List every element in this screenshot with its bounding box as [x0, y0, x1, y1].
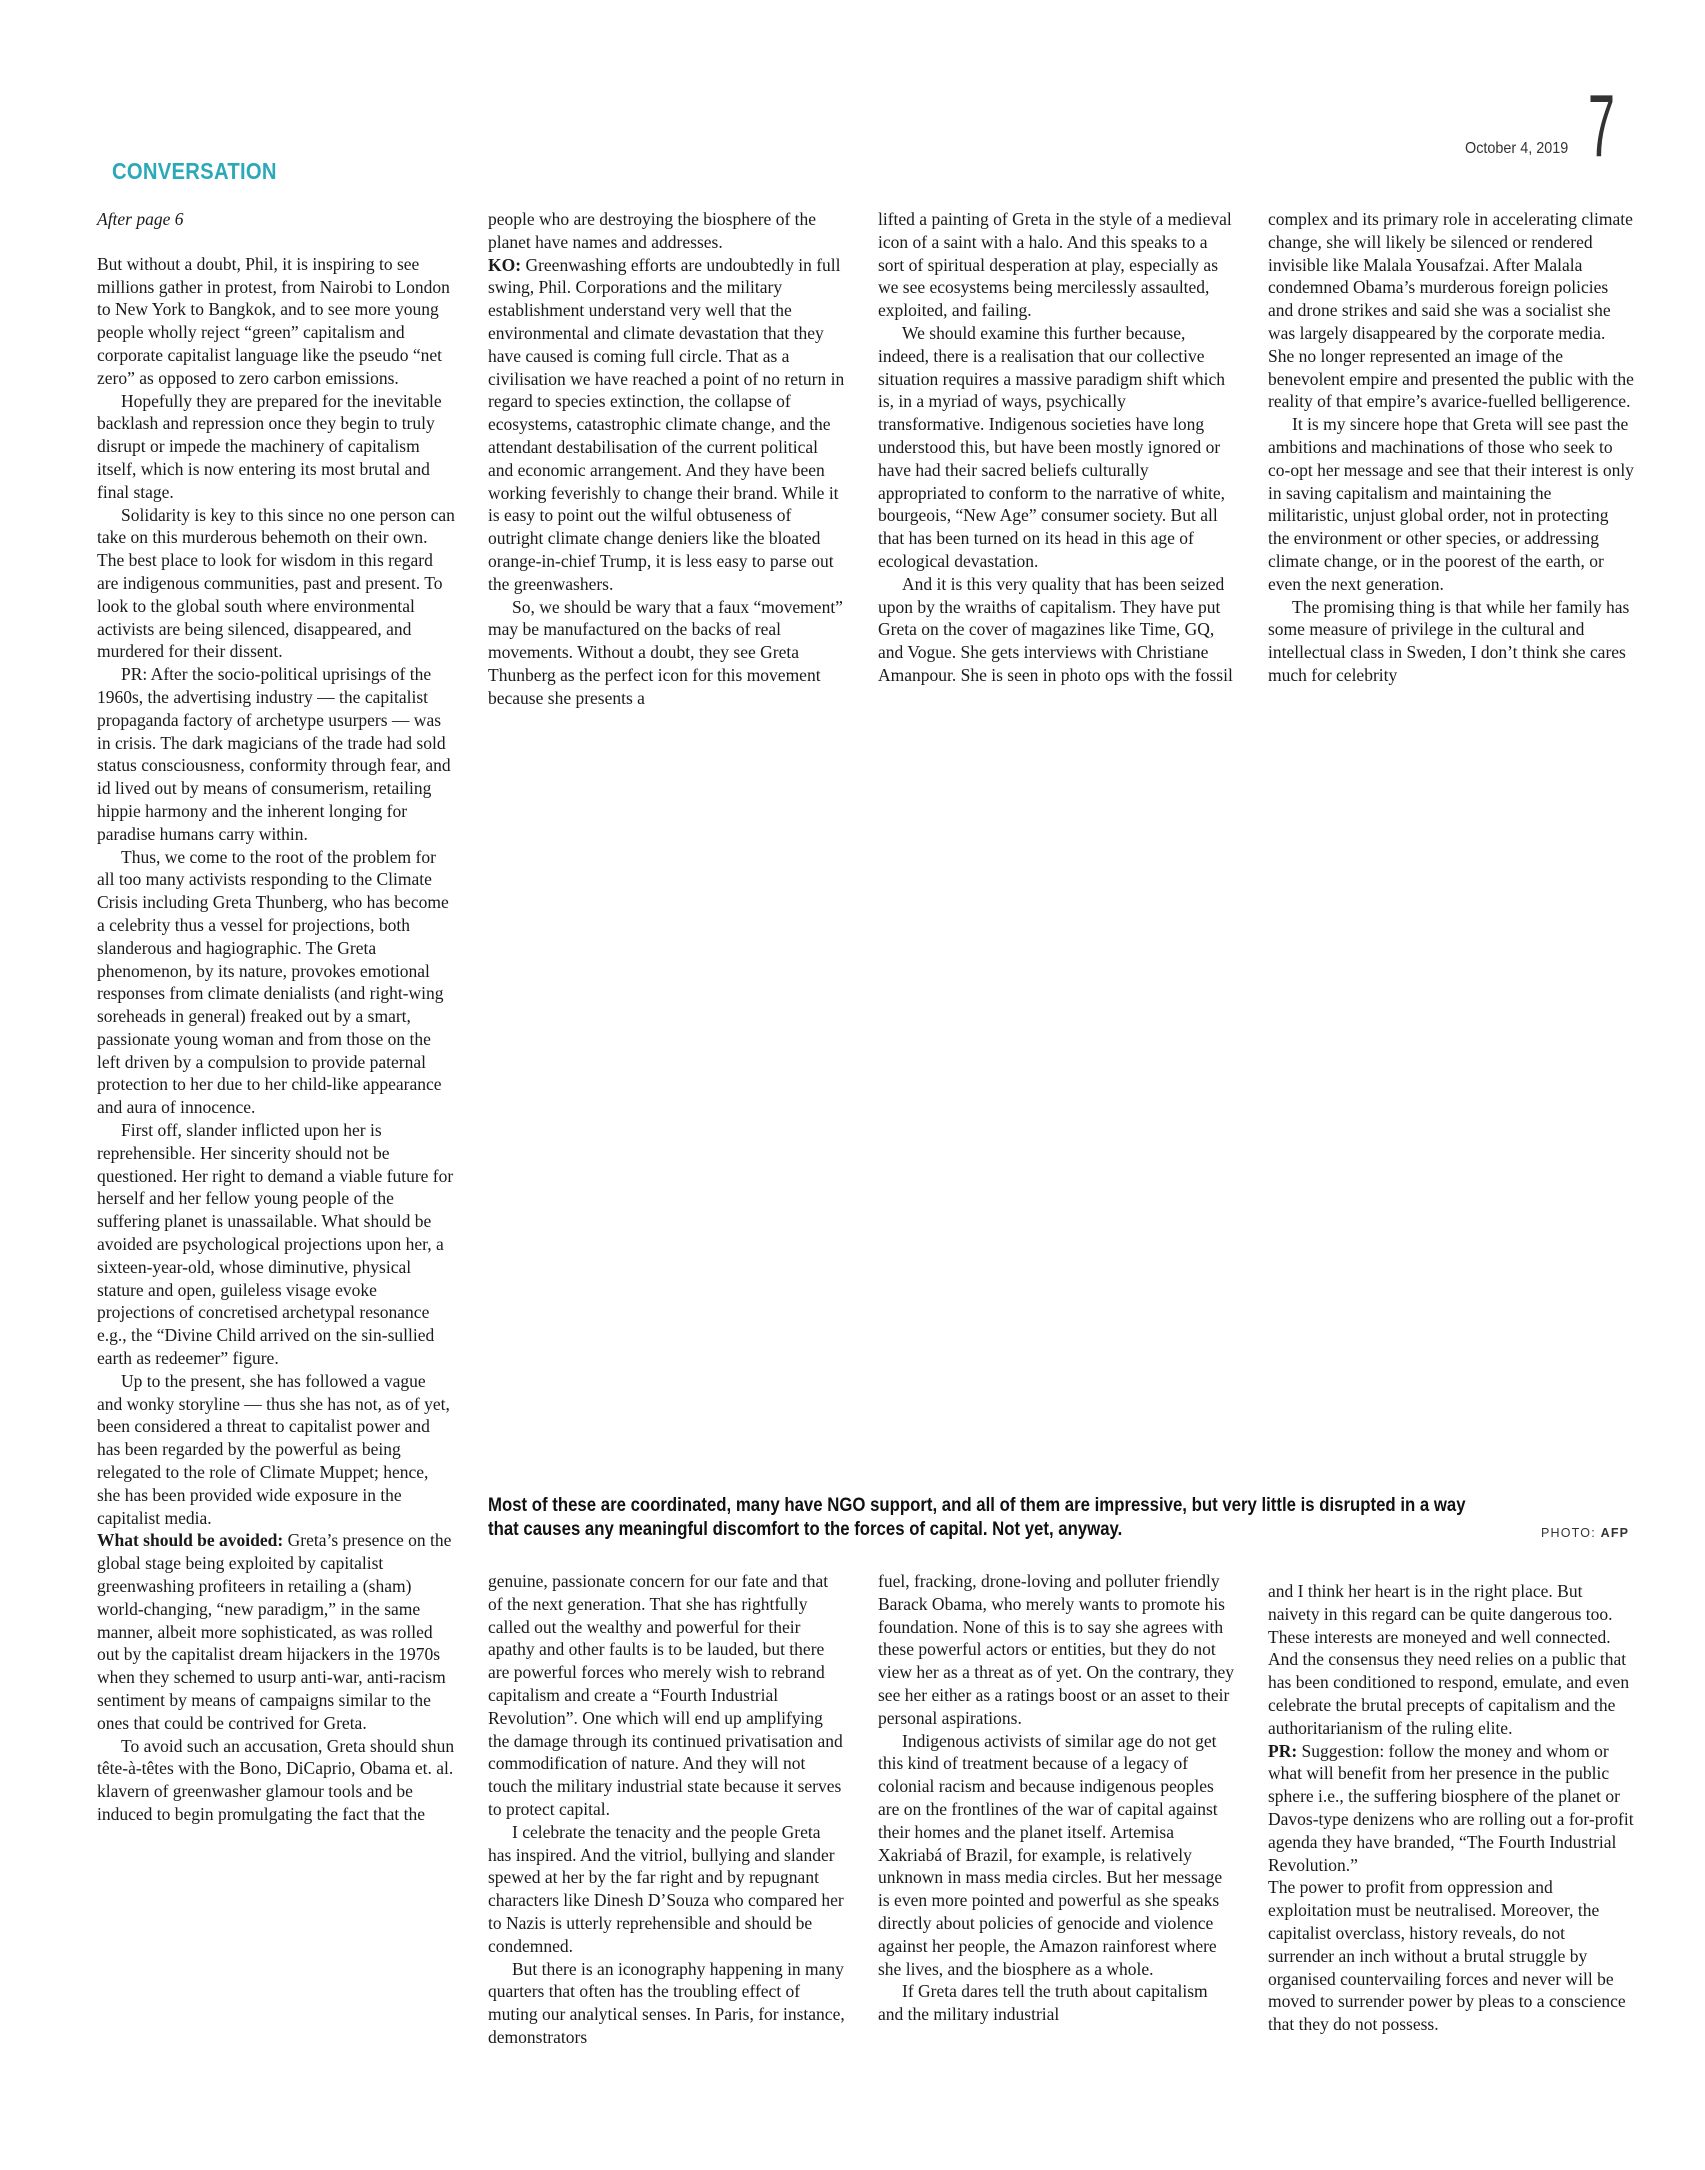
paragraph [488, 254, 846, 596]
paragraph: Hopefully they are prepared for the inevitable backlash and repression once they begin to truly disrupt or impede the machinery of capitalism itself, which is now entering its most brutal and final stage. [97, 390, 442, 502]
paragraph: lifted a painting of Greta in the style of a medieval icon of a saint with a halo. And this speaks to a sort of spiritual desperation at play, especially as we see ecosystems being mercilessly assaulted, exploited, and failing. [878, 209, 1232, 321]
photo-credit-label: PHOTO: [1541, 1526, 1596, 1540]
paragraph: The power to profit from oppression and exploitation must be neutralised. Moreover, the capitalist overclass, history reveals, do not surrender an inch without a brutal struggle by organised countervailing forces and never will be moved to surrender power by pleas to a conscience that they do not possess. [1268, 1877, 1626, 2035]
column-1 [97, 208, 455, 1826]
column-4-bottom [1268, 1580, 1634, 2036]
paragraph: First off, slander inflicted upon her is reprehensible. Her sincerity should not be questioned. Her right to demand a viable future for herself and her fellow young people of the suffering planet is unassailable. What should be avoided are psychological projections upon her, a sixteen-year-old, whose diminutive, physical stature and open, guileless visage evoke projections of concretised archetypal resonance e.g., the “Divine Child arrived on the sin-sullied earth as redeemer” figure. [97, 1120, 454, 1369]
paragraph: PR: After the socio-political uprisings of the 1960s, the advertising industry — the capitalist propaganda factory of archetype usurpers — was in crisis. The dark magicians of the trade had sold status consciousness, conformity through fear, and id lived out by means of consumerism, retailing hippie harmony and the inherent longing for paradise humans carry within. [97, 664, 451, 844]
photo-credit [1541, 1526, 1629, 1540]
photo-caption: Most of these are coordinated, many have NGO support, and all of them are impressive, but very little is disrupted in a way that causes any meaningful discomfort to the forces of capital. Not yet, anyway. [488, 1494, 1466, 1540]
paragraph: It is my sincere hope that Greta will see past the ambitions and machinations of those who seek to co-opt her message and see that their interest is only in saving capitalism and maintaining the militaristic, unjust global order, not in protecting the environment or other species, or addressing climate change, or in the poorest of the earth, or even the next generation. [1268, 414, 1634, 594]
photo-credit-source: AFP [1600, 1526, 1630, 1540]
paragraph: And it is this very quality that has been seized upon by the wraiths of capitalism. They have put Greta on the cover of magazines like Time, GQ, and Vogue. She gets interviews with Christiane Amanpour. She is seen in photo ops with the fossil [878, 573, 1233, 685]
paragraph: genuine, passionate concern for our fate and that of the next generation. That she has rightfully called out the wealthy and powerful for their apathy and other faults is to be lauded, but there are powerful forces who merely wish to rebrand capitalism and create a “Fourth Industrial Revolution”. One which will end up amplifying the damage through its continued privatisation and commodification of nature. And they will not touch the military industrial state because it serves to protect capital. [488, 1571, 843, 1819]
column-2-bottom [488, 1570, 846, 2049]
page-number: 7 [1588, 76, 1615, 175]
paragraph: But without a doubt, Phil, it is inspiring to see millions gather in protest, from Nairobi to London to New York to Bangkok, and to see more young people wholly reject “green” capitalism and corporate capitalist language like the pseudo “net zero” as opposed to zero carbon emissions. [97, 253, 450, 388]
paragraph [1268, 1740, 1634, 1877]
speaker-label: KO: [488, 254, 522, 275]
column-4-top [1268, 208, 1634, 687]
column-2-top [488, 208, 846, 710]
paragraph: Thus, we come to the root of the problem for all too many activists responding to the Climate Crisis including Greta Thunberg, who has become a celebrity thus a vessel for projections, both slanderous and hagiographic. The Greta phenomenon, by its nature, provokes emotional responses from climate denialists (and right-wing soreheads in general) freaked out by a smart, passionate young woman and from those on the left driven by a compulsion to provide paternal protection to her due to her child-like appearance and aura of innocence. [97, 846, 449, 1118]
paragraph: people who are destroying the biosphere of the planet have names and addresses. [488, 209, 817, 252]
paragraph-text: Greta’s presence on the global stage being exploited by capitalist greenwashing profiteers in retailing a (sham) world-changing, “new paradigm,” in the same manner, albeit more sophisticated, as was rolled out by the capitalist dream hijackers in the 1970s when they schemed to usurp anti-war, anti-racism sentiment by means of campaigns similar to the ones that could be contrived for Greta. [97, 1530, 452, 1733]
issue-date: October 4, 2019 [1465, 140, 1569, 157]
paragraph: I celebrate the tenacity and the people Greta has inspired. And the vitriol, bullying and slander spewed at her by the far right and by repugnant characters like Dinesh D’Souza who compared her to Nazis is utterly reprehensible and should be condemned. [488, 1821, 844, 1956]
paragraph: fuel, fracking, drone-loving and polluter friendly Barack Obama, who merely wants to promote his foundation. None of this is to say she agrees with these powerful actors or entities, but they do not view her as a threat as of yet. On the contrary, they see her either as a ratings boost or an asset to their personal aspirations. [878, 1571, 1235, 1728]
paragraph: If Greta dares tell the truth about capitalism and the military industrial [878, 1981, 1208, 2025]
paragraph: But there is an iconography happening in many quarters that often has the troubling effect of muting our analytical senses. In Paris, for instance, demonstrators [488, 1958, 845, 2047]
paragraph: Indigenous activists of similar age do not get this kind of treatment because of a legacy of colonial racism and because indigenous peoples are on the frontlines of the war of capital against their homes and the planet itself. Artemisa Xakriabá of Brazil, for example, is relatively unknown in mass media circles. But her message is even more pointed and powerful as she speaks directly about policies of genocide and violence against her people, the Amazon rainforest where she lives, and the biosphere as a whole. [878, 1730, 1223, 1979]
speaker-label: PR: [1268, 1740, 1298, 1761]
paragraph-text: Greenwashing efforts are undoubtedly in full swing, Phil. Corporations and the military establishment understand very well that the environmental and climate devastation that they have caused is coming full circle. That as a civilisation we have reached a point of no return in regard to species extinction, the collapse of ecosystems, catastrophic climate change, and the attendant destabilisation of the current political and economic arrangement. And they have been working feverishly to change their brand. While it is easy to point out the wilful obtuseness of outright climate change deniers like the bloated orange-in-chief Trump, it is less easy to parse out the greenwashers. [488, 254, 845, 594]
paragraph-text: Suggestion: follow the money and whom or what will benefit from her presence in the public sphere i.e., the suffering biosphere of the planet or Davos-type denizens who are rolling out a for-profit agenda they have branded, “The Fourth Industrial Revolution.” [1268, 1740, 1634, 1875]
paragraph: The promising thing is that while her family has some measure of privilege in the cultural and intellectual class in Sweden, I don’t think she cares much for celebrity [1268, 596, 1630, 685]
column-3-top [878, 208, 1236, 687]
paragraph: Up to the present, she has followed a vague and wonky storyline — thus she has not, as of yet, been considered a threat to capitalist power and has been regarded by the powerful as being relegated to the role of Climate Muppet; hence, she has been provided wide exposure in the capitalist media. [97, 1370, 450, 1528]
paragraph: We should examine this further because, indeed, there is a realisation that our collective situation requires a massive paradigm shift which is, in a myriad of ways, psychically transformative. Indigenous societies have long understood this, but have been mostly ignored or have had their sacred beliefs culturally appropriated to conform to the narrative of white, bourgeois, “New Age” consumer society. But all that has been turned on its head in this age of ecological devastation. [878, 322, 1226, 571]
paragraph: To avoid such an accusation, Greta should shun tête-à-têtes with the Bono, DiCaprio, Obama et. al. klavern of greenwasher glamour tools and be induced to begin promulgating the fact that the [97, 1735, 455, 1824]
paragraph: Solidarity is key to this since no one person can take on this murderous behemoth on their own. The best place to look for wisdom in this regard are indigenous communities, past and present. To look to the global south where environmental activists are being silenced, disappeared, and murdered for their dissent. [97, 504, 455, 662]
paragraph: complex and its primary role in accelerating climate change, she will likely be silenced or rendered invisible like Malala Yousafzai. After Malala condemned Obama’s murderous foreign policies and drone strikes and said she was a socialist she was largely disappeared by the corporate media. She no longer represented an image of the benevolent empire and presented the public with the reality of that empire’s avarice-fuelled belligerence. [1268, 209, 1634, 412]
continued-from: After page 6 [97, 209, 184, 229]
paragraph: and I think her heart is in the right place. But naivety in this regard can be quite dangerous too. These interests are moneyed and well connected. And the consensus they need relies on a public that has been conditioned to respond, emulate, and even celebrate the brutal precepts of capitalism and the authoritarianism of the ruling elite. [1268, 1581, 1630, 1738]
speaker-label: What should be avoided: [97, 1530, 284, 1551]
section-label: CONVERSATION [112, 158, 277, 184]
paragraph [97, 1529, 455, 1734]
column-3-bottom [878, 1570, 1236, 2026]
paragraph: So, we should be wary that a faux “movement” may be manufactured on the backs of real movements. Without a doubt, they see Greta Thunberg as the perfect icon for this movement because she presents a [488, 596, 843, 708]
